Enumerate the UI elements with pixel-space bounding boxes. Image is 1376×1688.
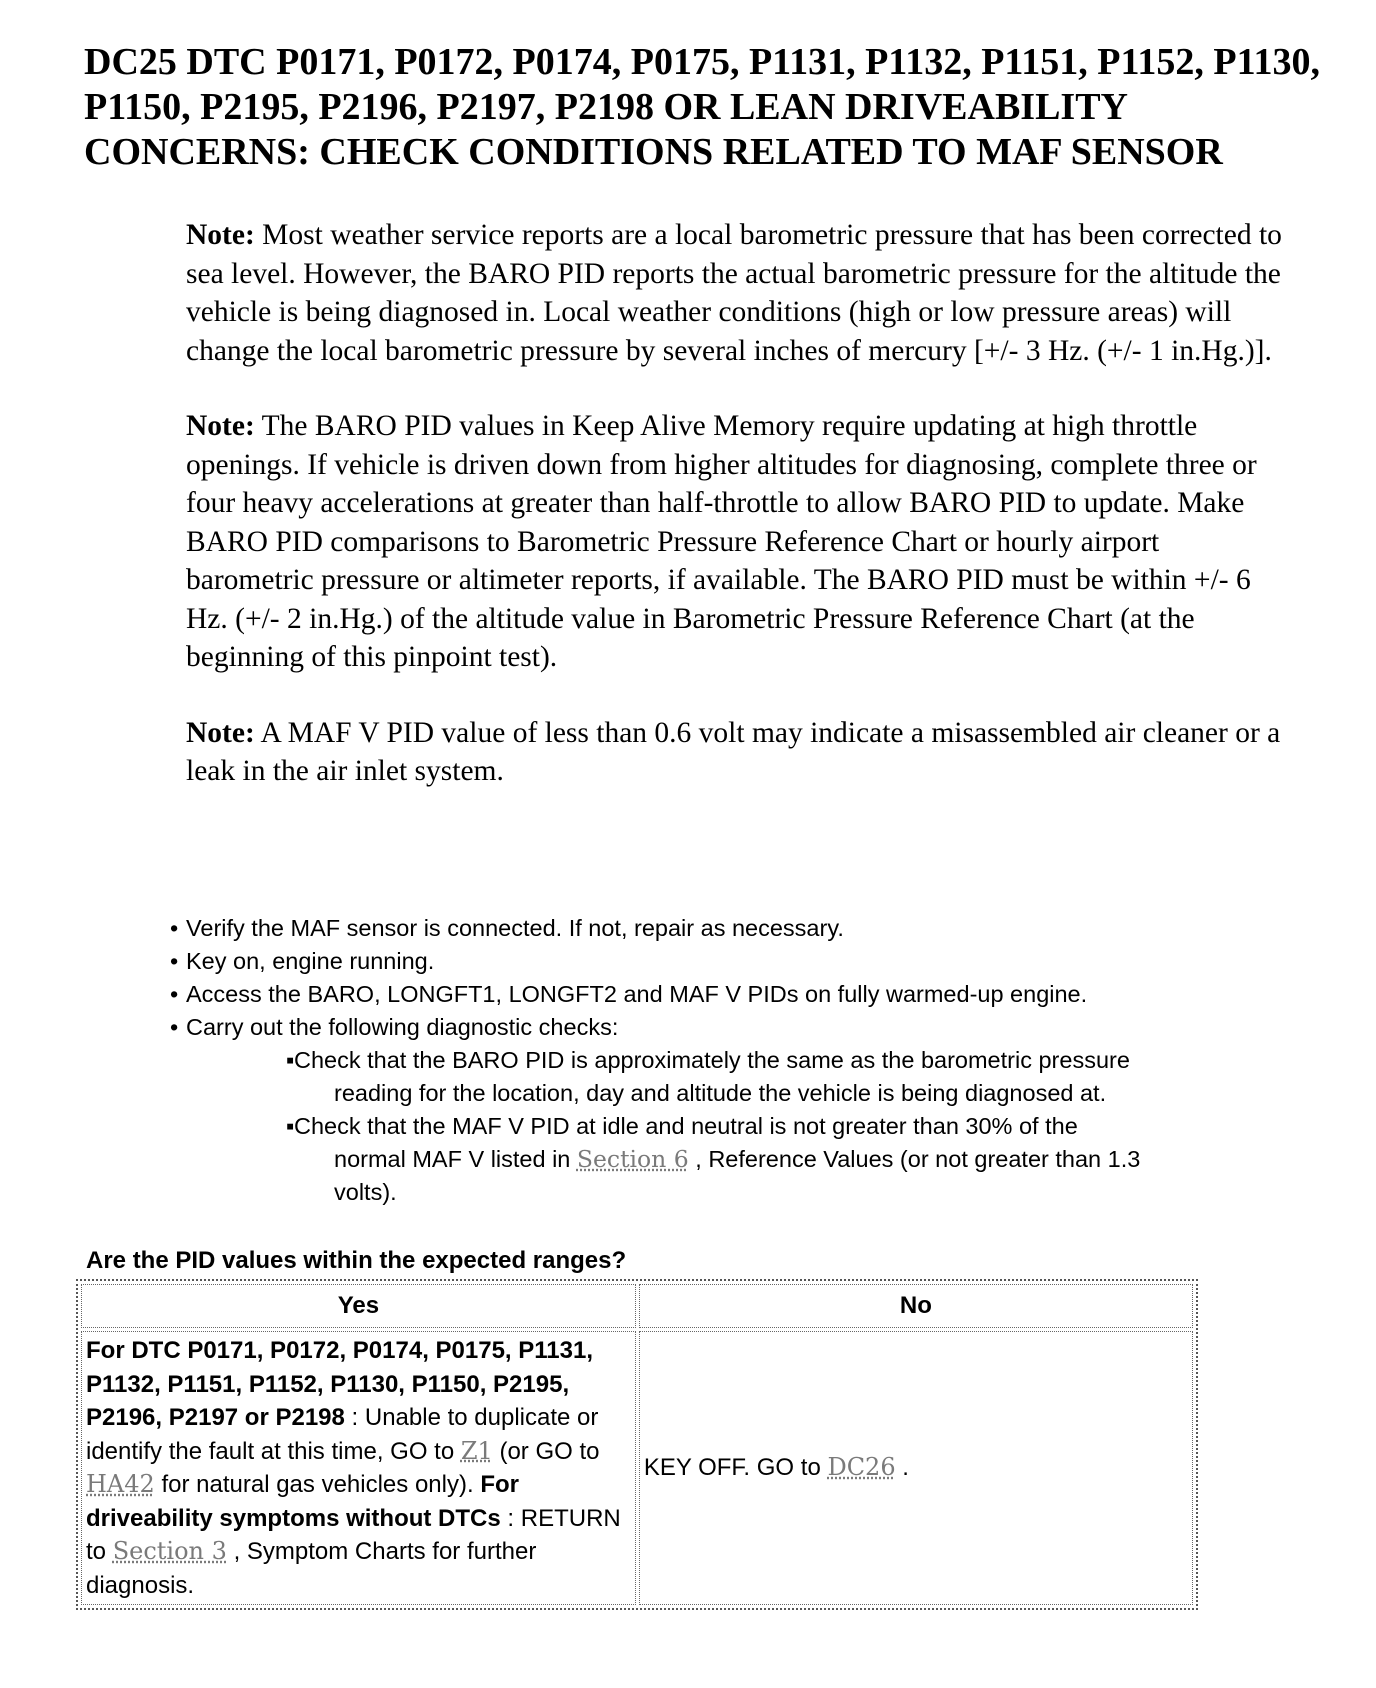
- yes-header: Yes: [81, 1284, 636, 1328]
- result-table: [76, 1279, 1198, 1610]
- note-label: Note:: [186, 716, 255, 749]
- note-maf-v: [186, 714, 1286, 791]
- ha42-link[interactable]: HA42: [86, 1470, 155, 1498]
- no-cell: KEY OFF. GO to DC26 .: [639, 1331, 1193, 1605]
- table-header-row: [81, 1284, 1193, 1328]
- note-text: A MAF V PID value of less than 0.6 volt may indicate a misassembled air cleaner or a leak in the air inlet system.: [186, 716, 1281, 787]
- note-baro-sea-level: [186, 216, 1286, 370]
- dc26-link[interactable]: DC26: [827, 1453, 896, 1482]
- section-3-link[interactable]: Section 3: [112, 1537, 227, 1565]
- bullet-icon: •: [170, 915, 179, 941]
- list-item: • Verify the MAF sensor is connected. If not, repair as necessary.: [170, 912, 1310, 945]
- section-6-link[interactable]: Section 6: [576, 1145, 689, 1173]
- note-label: Note:: [186, 219, 255, 251]
- bullet-icon: •: [170, 981, 179, 1007]
- notes-section: [186, 216, 1286, 828]
- no-header: No: [639, 1284, 1193, 1328]
- bullet-icon: •: [170, 948, 179, 974]
- diagnostic-checks-list: [186, 1044, 1310, 1209]
- note-label: Note:: [186, 410, 255, 442]
- page-title: DC25 DTC P0171, P0172, P0174, P0175, P1131, P1132, P1151, P1152, P1130, P1150, P2195, P2196, P2197, P2198 OR LEAN DRIVEABILITY CONCERNS: CHECK CONDITIONS RELATED TO MAF SENSOR: [84, 41, 1321, 173]
- note-text: Most weather service reports are a local barometric pressure that has been corrected to sea level. However, the BARO PID reports the actual barometric pressure for the altitude the vehicle is being diagnosed in. Local weather conditions (high or low pressure areas) will change the local barometric pressure by several inches of mercury [+/- 3 Hz. (+/- 1 in.Hg.)].: [186, 219, 1282, 367]
- list-item: • Access the BARO, LONGFT1, LONGFT2 and MAF V PIDs on fully warmed-up engine.: [170, 978, 1310, 1011]
- note-baro-kam: [186, 407, 1286, 677]
- procedure-list: [170, 912, 1310, 1209]
- check-baro: ▪Check that the BARO PID is approximately the same as the barometric pressure reading for the location, day and altitude the vehicle is being diagnosed at.: [286, 1044, 1310, 1110]
- decision-question: Are the PID values within the expected ranges?: [86, 1247, 627, 1274]
- z1-link[interactable]: Z1: [460, 1436, 493, 1465]
- bullet-icon: •: [170, 1014, 179, 1040]
- square-bullet-icon: ▪: [286, 1113, 295, 1139]
- check-maf: ▪Check that the MAF V PID at idle and neutral is not greater than 30% of the normal MAF V listed in Section 6 , Reference Values (or not greater than 1.3 volts).: [286, 1110, 1310, 1209]
- square-bullet-icon: ▪: [286, 1047, 295, 1073]
- list-item: • Key on, engine running.: [170, 945, 1310, 978]
- note-text: The BARO PID values in Keep Alive Memory require updating at high throttle openings. If vehicle is driven down from higher altitudes for diagnosing, complete three or four heavy accelerations at greater than half-throttle to allow BARO PID to update. Make BARO PID comparisons to Barometric Pressure Reference Chart or hourly airport barometric pressure or altimeter reports, if available. The BARO PID must be within +/- 6 Hz. (+/- 2 in.Hg.) of the altitude value in Barometric Pressure Reference Chart (at the beginning of this pinpoint test).: [186, 410, 1257, 673]
- table-row: [81, 1331, 1193, 1605]
- yes-cell: For DTC P0171, P0172, P0174, P0175, P1131, P1132, P1151, P1152, P1130, P1150, P2195, P2196, P2197 or P2198 : Unable to duplicate or identify the fault at this time, GO to Z1 (or GO to HA42 for natural gas vehicles only). For driveability symptoms without DTCs : RETURN to Section 3 , Symptom Charts for further diagnosis.: [81, 1331, 636, 1605]
- list-item: • Carry out the following diagnostic checks: ▪Check that the BARO PID is approximately the same as the barometric pressure reading for the location, day and altitude the vehicle is being diagnosed at. ▪Check that the MAF V PID at idle and neutral is not greater than 30% of the normal MAF V listed in Section 6 , Reference Values (or not greater than 1.3 volts).: [170, 1011, 1310, 1209]
